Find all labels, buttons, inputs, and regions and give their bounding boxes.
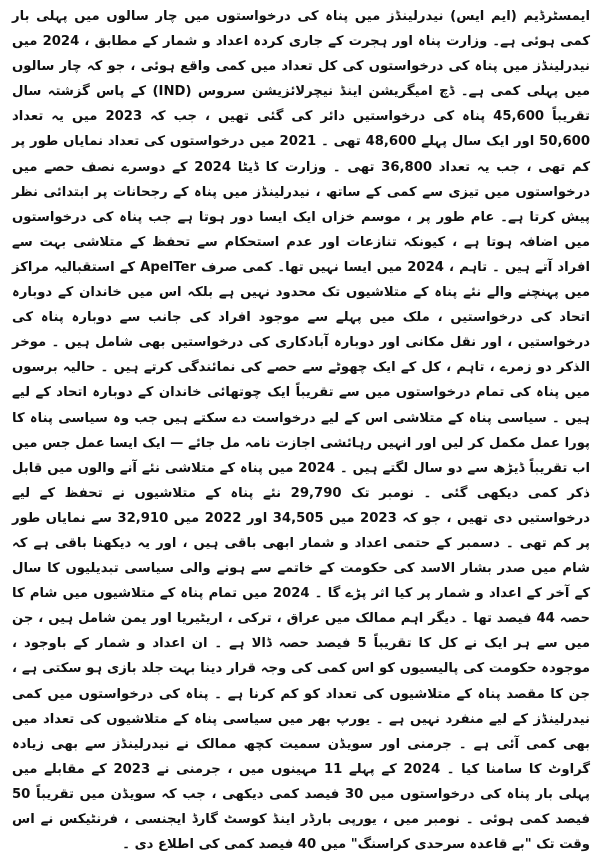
article-body-text: ایمسٹرڈیم (ایم ایس) نیدرلینڈز میں پناہ کی درخواستوں میں چار سالوں میں پہلی بار کمی ہوئی ہے۔ وزارت پناہ اور ہجرت کے جاری کردہ اعداد و شمار کے مطابق ، 2024 میں نیدرلینڈز میں پناہ کی درخواستوں کی کل تعداد میں کمی واقع ہوئی ، جو کہ چار سالوں میں پہلی کمی ہے۔ ڈچ امیگریشن اینڈ نیچرلائزیشن سروس (IND) کے پاس گزشتہ سال تقریباً 45,600 پناہ کی درخواستیں دائر کی گئی تھیں ، جب کہ 2023 میں یہ تعداد 50,600 اور ایک سال پہلے 48,600 تھی ۔ 2021 میں درخواستوں کی تعداد نمایاں طور پر کم تھی ، جب یہ تعداد 36,800 تھی ۔ وزارت کا ڈیٹا 2024 کے دوسرے نصف حصے میں درخواستوں میں تیزی سے کمی کے ساتھ ، نیدرلینڈز میں پناہ کے رجحانات پر ابتدائی نظر پیش کرتا ہے۔ عام طور پر ، موسم خزاں ایک ایسا دور ہوتا ہے جب پناہ کی درخواستوں میں اضافہ ہوتا ہے ، کیونکہ تنازعات اور عدم استحکام سے تحفظ کے متلاشی بہت سے افراد آتے ہیں ۔ تاہم ، 2024 میں ایسا نہیں تھا۔ کمی صرف ApelTer کے استقبالیہ مراکز میں پہنچنے والے نئے پناہ کے متلاشیوں تک محدود نہیں ہے بلکہ اس میں خاندان کے دوبارہ اتحاد کی درخواستیں ، ملک میں پہلے سے موجود افراد کی جانب سے دوبارہ پناہ کی درخواستیں ، اور نقل مکانی اور دوبارہ آبادکاری کی درخواستیں بھی شامل ہیں ۔ موخر الذکر دو زمرے ، تاہم ، کل کے ایک چھوٹے سے حصے کی نمائندگی کرتے ہیں ۔ حالیہ برسوں میں پناہ کی تمام درخواستوں میں سے تقریباً ایک چوتھائی خاندان کے دوبارہ اتحاد کے لیے ہیں ۔ سیاسی پناہ کے متلاشی اس کے لیے درخواست دے سکتے ہیں جب وہ سیاسی پناہ کا پورا عمل مکمل کر لیں اور انہیں رہائشی اجازت نامہ مل جائے — ایک ایسا عمل جس میں اب تقریباً ڈیڑھ سے دو سال لگتے ہیں ۔ 2024 میں پناہ کے متلاشی نئے آنے والوں میں قابل ذکر کمی دیکھی گئی ۔ نومبر تک 29,790 نئے پناہ کے متلاشیوں نے تحفظ کے لیے درخواستیں دی تھیں ، جو کہ 2023 میں 34,505 اور 2022 میں 32,910 سے نمایاں طور پر کم تھی ۔ دسمبر کے حتمی اعداد و شمار ابھی باقی ہیں ، اور یہ دیکھنا باقی ہے کہ شام میں صدر بشار الاسد کی حکومت کے خاتمے سے ہونے والی سیاسی تبدیلیوں کا سال کے آخر کے اعداد و شمار پر کیا اثر پڑے گا ۔ 2024 میں تمام پناہ کے متلاشیوں میں شام کا حصہ 44 فیصد تھا ۔ دیگر اہم ممالک میں عراق ، ترکی ، اریٹیریا اور یمن شامل ہیں ، جن میں سے ہر ایک نے کل کا تقریباً 5 فیصد حصہ ڈالا ہے ۔ ان اعداد و شمار کے باوجود ، موجودہ حکومت کی پالیسیوں کو اس کمی کی وجہ قرار دینا بہت جلد بازی ہو سکتی ہے ، جن کا مقصد پناہ کے متلاشیوں کی تعداد کو کم کرنا ہے ۔ پناہ کی درخواستوں میں کمی نیدرلینڈز کے لیے منفرد نہیں ہے ۔ یورپ بھر میں سیاسی پناہ کے متلاشیوں کی تعداد میں بھی کمی آئی ہے ۔ جرمنی اور سویڈن سمیت کچھ ممالک نے نیدرلینڈز سے بھی زیادہ گراوٹ کا سامنا کیا ۔ 2024 کے پہلے 11 مہینوں میں ، جرمنی نے 2023 کے مقابلے میں پہلی بار پناہ کی درخواستوں میں 30 فیصد کمی دیکھی ، جب کہ سویڈن میں تقریباً 50 فیصد کمی ہوئی ۔ نومبر میں ، یورپی بارڈر اینڈ کوسٹ گارڈ ایجنسی ، فرنٹیکس نے اس وقت تک "بے قاعدہ سرحدی کراسنگ" میں 40 فیصد کمی کی اطلاع دی ۔ — [12, 9, 591, 853]
